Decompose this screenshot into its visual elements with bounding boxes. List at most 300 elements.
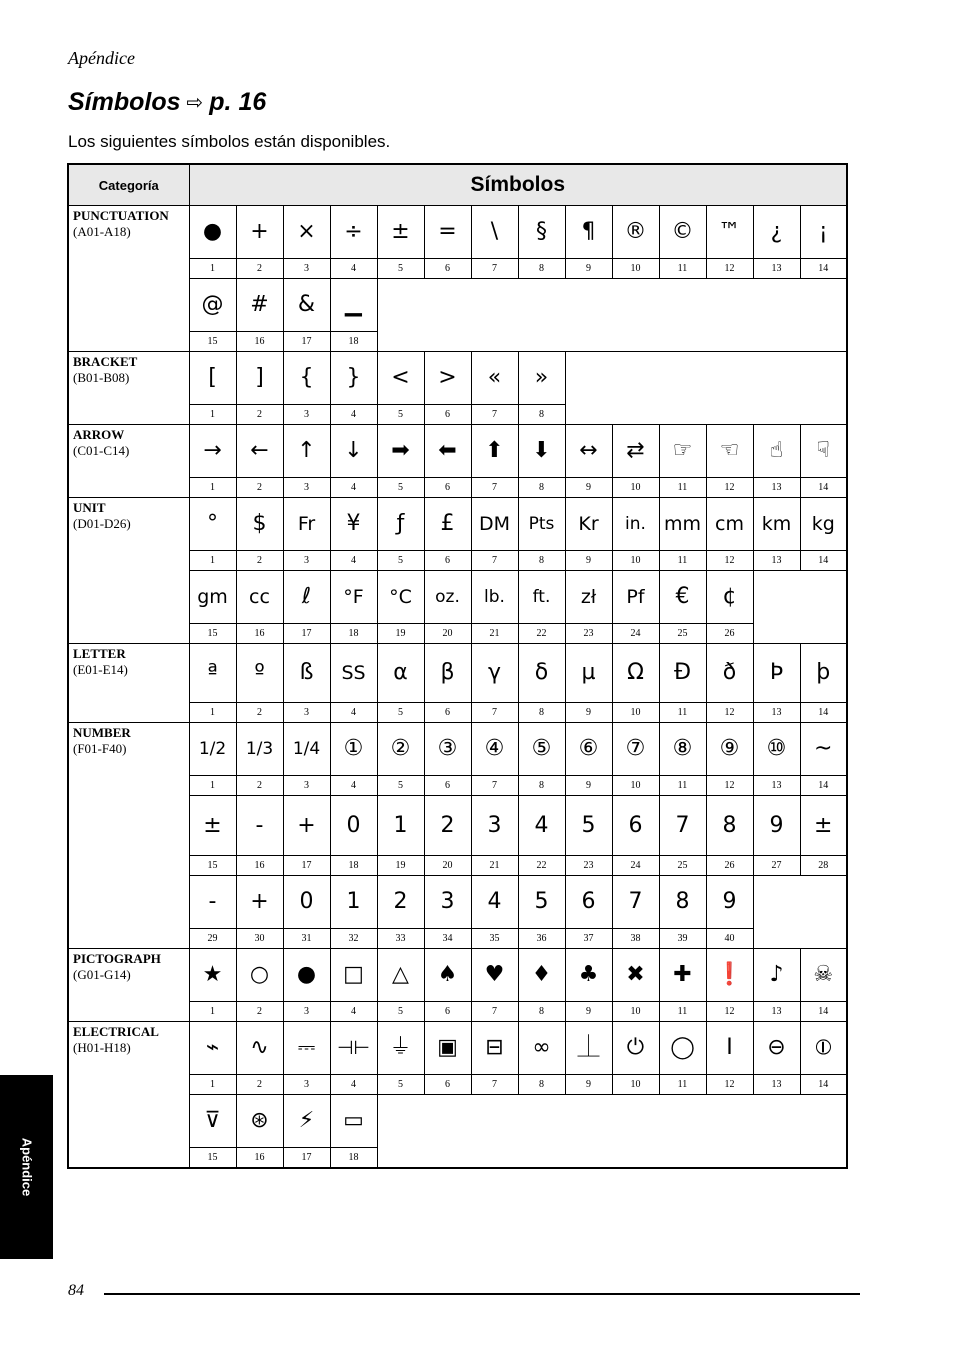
symbol-cell: ② [377, 723, 424, 776]
symbol-cell: \ [471, 206, 518, 259]
symbol-number: 4 [330, 551, 377, 571]
symbol-cell: ▣ [424, 1022, 471, 1075]
symbol-cell: kg [800, 498, 847, 551]
symbol-cell: { [283, 352, 330, 405]
symbol-cell: 3 [424, 876, 471, 929]
symbol-cell: 5 [518, 876, 565, 929]
symbol-number: 3 [283, 703, 330, 723]
symbol-cell: ± [377, 206, 424, 259]
symbol-number: 7 [471, 551, 518, 571]
symbol-number: 5 [377, 259, 424, 279]
symbol-cell: } [330, 352, 377, 405]
symbol-cell: ⑨ [706, 723, 753, 776]
symbol-cell: § [518, 206, 565, 259]
symbol-number: 2 [236, 776, 283, 796]
symbol-cell: ▭ [330, 1095, 377, 1148]
footer-rule [104, 1293, 860, 1295]
symbol-number: 9 [565, 703, 612, 723]
symbol-number: 9 [565, 551, 612, 571]
symbol-cell: ♠ [424, 949, 471, 1002]
symbol-cell: γ [471, 644, 518, 703]
symbol-number: 2 [236, 703, 283, 723]
symbol-number: 8 [518, 259, 565, 279]
symbol-cell: 2 [424, 796, 471, 856]
symbol-number: 22 [518, 624, 565, 644]
symbol-number: 8 [518, 405, 565, 425]
symbol-cell: ~ [800, 723, 847, 776]
symbol-cell: ƒ [377, 498, 424, 551]
symbol-cell: □ [330, 949, 377, 1002]
symbol-number: 18 [330, 332, 377, 352]
symbol-cell: ⏻ [612, 1022, 659, 1075]
symbol-cell: ] [236, 352, 283, 405]
symbol-number: 12 [706, 703, 753, 723]
symbol-cell: ▁ [330, 279, 377, 332]
symbol-number: 14 [800, 259, 847, 279]
symbol-number: 18 [330, 1148, 377, 1169]
symbol-number: 17 [283, 624, 330, 644]
symbol-number: 15 [189, 624, 236, 644]
symbol-cell: & [283, 279, 330, 332]
symbol-number: 10 [612, 776, 659, 796]
symbol-cell: ⬅ [424, 425, 471, 478]
symbol-cell: Fr [283, 498, 330, 551]
symbol-cell: DM [471, 498, 518, 551]
symbol-cell: ß [283, 644, 330, 703]
symbol-number: 12 [706, 776, 753, 796]
symbol-number: 13 [753, 776, 800, 796]
symbol-number: 13 [753, 551, 800, 571]
symbol-number: 10 [612, 703, 659, 723]
symbol-number: 7 [471, 478, 518, 498]
symbol-number: 7 [471, 703, 518, 723]
symbol-number: 17 [283, 856, 330, 876]
category-cell [68, 425, 189, 498]
symbol-number: 11 [659, 1075, 706, 1095]
symbol-number: 9 [565, 259, 612, 279]
header-symbols: Símbolos [189, 164, 847, 206]
symbol-number: 1 [189, 259, 236, 279]
symbol-cell: Ⅰ [706, 1022, 753, 1075]
symbol-cell: km [753, 498, 800, 551]
symbol-cell: gm [189, 571, 236, 624]
category-name: ARROW [73, 427, 125, 442]
symbol-number: 11 [659, 703, 706, 723]
symbol-number: 6 [424, 703, 471, 723]
symbol-number: 9 [565, 478, 612, 498]
symbol-cell: ♦ [518, 949, 565, 1002]
symbol-cell: - [236, 796, 283, 856]
symbol-cell: 0 [283, 876, 330, 929]
symbol-cell: oz. [424, 571, 471, 624]
symbol-cell: ☟ [800, 425, 847, 478]
symbol-number: 7 [471, 776, 518, 796]
symbol-number: 14 [800, 1075, 847, 1095]
category-code: (E01-E14) [73, 662, 128, 677]
symbol-number: 29 [189, 929, 236, 949]
symbol-number: 4 [330, 405, 377, 425]
symbol-number: 24 [612, 624, 659, 644]
symbol-number: 1 [189, 405, 236, 425]
symbol-cell: ☝ [753, 425, 800, 478]
symbol-number: 3 [283, 776, 330, 796]
symbol-row [68, 498, 847, 551]
symbol-number: 22 [518, 856, 565, 876]
symbol-number: 4 [330, 478, 377, 498]
symbol-cell: β [424, 644, 471, 703]
symbol-number: 31 [283, 929, 330, 949]
symbol-cell: 3 [471, 796, 518, 856]
symbol-cell: ↔ [565, 425, 612, 478]
empty-cell [565, 352, 847, 425]
symbol-number: 23 [565, 624, 612, 644]
category-cell [68, 644, 189, 723]
symbol-number: 1 [189, 551, 236, 571]
symbol-cell: + [236, 206, 283, 259]
symbol-number: 9 [565, 1002, 612, 1022]
symbol-number: 14 [800, 703, 847, 723]
symbol-cell: Pts [518, 498, 565, 551]
symbol-number: 39 [659, 929, 706, 949]
symbol-number: 17 [283, 1148, 330, 1169]
symbol-cell: ☜ [706, 425, 753, 478]
symbol-cell: ± [800, 796, 847, 856]
symbol-cell: × [283, 206, 330, 259]
symbol-number: 13 [753, 1002, 800, 1022]
symbol-cell: [ [189, 352, 236, 405]
symbol-cell: ⬇ [518, 425, 565, 478]
symbol-number: 15 [189, 856, 236, 876]
symbol-cell: » [518, 352, 565, 405]
symbol-number: 13 [753, 703, 800, 723]
symbol-cell: ♥ [471, 949, 518, 1002]
symbol-number: 28 [800, 856, 847, 876]
symbol-cell: ¢ [706, 571, 753, 624]
symbol-number: 10 [612, 1002, 659, 1022]
symbol-cell: ⏊ [565, 1022, 612, 1075]
symbol-number: 6 [424, 478, 471, 498]
symbol-cell: in. [612, 498, 659, 551]
symbol-number: 6 [424, 1002, 471, 1022]
header-category: Categoría [68, 164, 189, 206]
symbol-number: 13 [753, 1075, 800, 1095]
symbol-cell: Pf [612, 571, 659, 624]
symbol-number: 4 [330, 776, 377, 796]
symbol-number: 1 [189, 1075, 236, 1095]
symbol-number: 15 [189, 332, 236, 352]
symbol-cell: ¿ [753, 206, 800, 259]
symbol-number: 24 [612, 856, 659, 876]
symbol-cell: Ω [612, 644, 659, 703]
symbol-cell: ™ [706, 206, 753, 259]
symbol-cell: ❗ [706, 949, 753, 1002]
symbol-cell: 2 [377, 876, 424, 929]
symbol-number: 14 [800, 1002, 847, 1022]
symbol-cell: - [189, 876, 236, 929]
symbol-cell: £ [424, 498, 471, 551]
symbol-number: 5 [377, 776, 424, 796]
symbol-cell: ☞ [659, 425, 706, 478]
symbol-cell: 9 [753, 796, 800, 856]
symbol-cell: ① [330, 723, 377, 776]
symbol-cell: « [471, 352, 518, 405]
symbol-cell: ➡ [377, 425, 424, 478]
category-cell [68, 352, 189, 425]
symbol-number: 7 [471, 1075, 518, 1095]
symbol-cell: ® [612, 206, 659, 259]
category-name: PICTOGRAPH [73, 951, 161, 966]
symbol-cell: ← [236, 425, 283, 478]
symbol-cell: 6 [565, 876, 612, 929]
symbol-row [68, 949, 847, 1002]
symbol-number: 25 [659, 856, 706, 876]
arrow-right-icon: ⇨ [186, 92, 204, 114]
symbol-cell: @ [189, 279, 236, 332]
symbol-cell: ● [189, 206, 236, 259]
category-code: (A01-A18) [73, 224, 131, 239]
symbol-cell: ∞ [518, 1022, 565, 1075]
symbol-cell: = [424, 206, 471, 259]
symbol-number: 13 [753, 259, 800, 279]
symbol-number: 6 [424, 405, 471, 425]
symbol-number: 11 [659, 551, 706, 571]
symbol-cell: ª [189, 644, 236, 703]
symbol-cell: © [659, 206, 706, 259]
category-cell [68, 1022, 189, 1169]
symbol-cell: δ [518, 644, 565, 703]
symbol-number: 1 [189, 1002, 236, 1022]
symbol-number: 6 [424, 1075, 471, 1095]
symbol-cell: ♣ [565, 949, 612, 1002]
symbol-number: 6 [424, 551, 471, 571]
category-cell [68, 949, 189, 1022]
symbol-cell: 8 [659, 876, 706, 929]
symbol-cell: < [377, 352, 424, 405]
category-cell [68, 498, 189, 644]
symbol-number: 25 [659, 624, 706, 644]
symbol-number: 1 [189, 703, 236, 723]
category-code: (G01-G14) [73, 967, 131, 982]
symbol-number: 16 [236, 856, 283, 876]
symbol-number: 5 [377, 1002, 424, 1022]
category-code: (F01-F40) [73, 741, 127, 756]
symbol-cell: ∿ [236, 1022, 283, 1075]
symbol-cell: € [659, 571, 706, 624]
symbol-cell: 4 [518, 796, 565, 856]
symbol-number: 10 [612, 1075, 659, 1095]
symbol-number: 10 [612, 259, 659, 279]
empty-cell [753, 571, 847, 644]
symbol-number: 3 [283, 405, 330, 425]
side-tab-label: Apéndice [19, 1137, 34, 1197]
category-code: (B01-B08) [73, 370, 130, 385]
symbol-number: 5 [377, 703, 424, 723]
symbol-cell: ° [189, 498, 236, 551]
symbol-cell: 6 [612, 796, 659, 856]
symbol-cell: ♪ [753, 949, 800, 1002]
symbol-number: 20 [424, 624, 471, 644]
category-code: (H01-H18) [73, 1040, 131, 1055]
symbol-cell: 0 [330, 796, 377, 856]
symbol-cell: mm [659, 498, 706, 551]
symbol-number: 7 [471, 1002, 518, 1022]
symbol-number: 20 [424, 856, 471, 876]
symbol-cell: µ [565, 644, 612, 703]
symbol-number: 12 [706, 1002, 753, 1022]
symbol-number: 18 [330, 624, 377, 644]
symbol-number: 2 [236, 478, 283, 498]
symbol-cell: ¡ [800, 206, 847, 259]
symbol-number: 3 [283, 551, 330, 571]
symbols-table [67, 163, 848, 1169]
symbol-number: 6 [424, 776, 471, 796]
symbol-number: 27 [753, 856, 800, 876]
symbol-row [68, 425, 847, 478]
symbol-number: 7 [471, 405, 518, 425]
symbol-cell: º [236, 644, 283, 703]
symbol-cell: °F [330, 571, 377, 624]
symbol-cell: ◯ [659, 1022, 706, 1075]
symbol-number: 14 [800, 478, 847, 498]
symbol-number: 14 [800, 551, 847, 571]
symbol-number: 16 [236, 624, 283, 644]
symbol-number: 11 [659, 478, 706, 498]
symbol-number: 10 [612, 478, 659, 498]
symbol-cell: ⑤ [518, 723, 565, 776]
symbol-cell: 7 [612, 876, 659, 929]
symbol-number: 2 [236, 1075, 283, 1095]
symbol-number: 17 [283, 332, 330, 352]
symbol-number: 18 [330, 856, 377, 876]
symbol-cell: 4 [471, 876, 518, 929]
symbol-cell: 1/3 [236, 723, 283, 776]
symbol-number: 15 [189, 1148, 236, 1169]
symbol-number: 30 [236, 929, 283, 949]
symbol-number: 21 [471, 624, 518, 644]
empty-cell [753, 876, 847, 949]
symbol-row [68, 352, 847, 405]
symbol-cell: ⑧ [659, 723, 706, 776]
symbol-number: 34 [424, 929, 471, 949]
symbol-cell: ⚡ [283, 1095, 330, 1148]
symbol-cell: ± [189, 796, 236, 856]
symbol-number: 13 [753, 478, 800, 498]
symbol-cell: ⬆ [471, 425, 518, 478]
symbol-number: 12 [706, 1075, 753, 1095]
symbol-cell: ð [706, 644, 753, 703]
symbol-cell: ✚ [659, 949, 706, 1002]
symbol-cell: 8 [706, 796, 753, 856]
symbol-cell: ⊣⊢ [330, 1022, 377, 1075]
symbol-number: 23 [565, 856, 612, 876]
symbol-row [68, 206, 847, 259]
symbol-cell: ⊛ [236, 1095, 283, 1148]
symbol-cell: ÷ [330, 206, 377, 259]
symbol-cell: + [236, 876, 283, 929]
symbol-number: 14 [800, 776, 847, 796]
intro-text: Los siguientes símbolos están disponibles. [68, 132, 391, 151]
symbol-number: 1 [189, 478, 236, 498]
symbol-number: 35 [471, 929, 518, 949]
symbol-cell: cc [236, 571, 283, 624]
empty-cell [377, 1095, 847, 1169]
symbol-cell: α [377, 644, 424, 703]
symbol-number: 38 [612, 929, 659, 949]
symbol-number: 2 [236, 1002, 283, 1022]
symbol-cell: + [283, 796, 330, 856]
symbol-number: 36 [518, 929, 565, 949]
symbol-cell: Đ [659, 644, 706, 703]
symbol-cell: zł [565, 571, 612, 624]
symbol-cell: ☠ [800, 949, 847, 1002]
symbol-number: 3 [283, 1075, 330, 1095]
category-name: LETTER [73, 646, 126, 661]
symbol-number: 37 [565, 929, 612, 949]
symbol-number: 12 [706, 478, 753, 498]
symbol-cell: > [424, 352, 471, 405]
symbol-number: 19 [377, 624, 424, 644]
symbol-number: 11 [659, 259, 706, 279]
symbol-cell: ↓ [330, 425, 377, 478]
symbol-number: 3 [283, 259, 330, 279]
symbol-cell: ✖ [612, 949, 659, 1002]
symbol-cell: Kr [565, 498, 612, 551]
title-text: Símbolos [68, 88, 181, 116]
symbol-cell: ③ [424, 723, 471, 776]
symbol-cell: ft. [518, 571, 565, 624]
symbol-number: 2 [236, 259, 283, 279]
symbol-row [68, 644, 847, 703]
symbol-number: 26 [706, 624, 753, 644]
category-code: (D01-D26) [73, 516, 131, 531]
title-page-ref: p. 16 [209, 88, 267, 116]
symbol-cell: 1 [377, 796, 424, 856]
category-code: (C01-C14) [73, 443, 130, 458]
symbol-number: 4 [330, 703, 377, 723]
category-cell [68, 723, 189, 949]
symbol-cell: ⏚ [377, 1022, 424, 1075]
symbol-number: 5 [377, 1075, 424, 1095]
symbol-number: 40 [706, 929, 753, 949]
symbol-number: 32 [330, 929, 377, 949]
symbol-cell: þ [800, 644, 847, 703]
symbol-number: 12 [706, 259, 753, 279]
symbol-number: 10 [612, 551, 659, 571]
symbol-cell: lb. [471, 571, 518, 624]
symbol-number: 9 [565, 1075, 612, 1095]
symbol-cell: $ [236, 498, 283, 551]
category-name: ELECTRICAL [73, 1024, 159, 1039]
symbol-number: 5 [377, 478, 424, 498]
side-tab [0, 1075, 53, 1259]
symbol-cell: ⑥ [565, 723, 612, 776]
symbol-cell: ● [283, 949, 330, 1002]
symbol-cell: cm [706, 498, 753, 551]
symbol-number: 2 [236, 405, 283, 425]
symbol-cell: ④ [471, 723, 518, 776]
symbol-cell: ★ [189, 949, 236, 1002]
symbol-cell: ⌁ [189, 1022, 236, 1075]
symbol-number: 8 [518, 478, 565, 498]
symbol-number: 11 [659, 776, 706, 796]
symbol-number: 26 [706, 856, 753, 876]
symbol-cell: 1/2 [189, 723, 236, 776]
symbol-number: 8 [518, 1002, 565, 1022]
empty-cell [377, 279, 847, 352]
symbol-cell: 1/4 [283, 723, 330, 776]
symbol-cell: 1 [330, 876, 377, 929]
table-header-row [68, 164, 847, 206]
